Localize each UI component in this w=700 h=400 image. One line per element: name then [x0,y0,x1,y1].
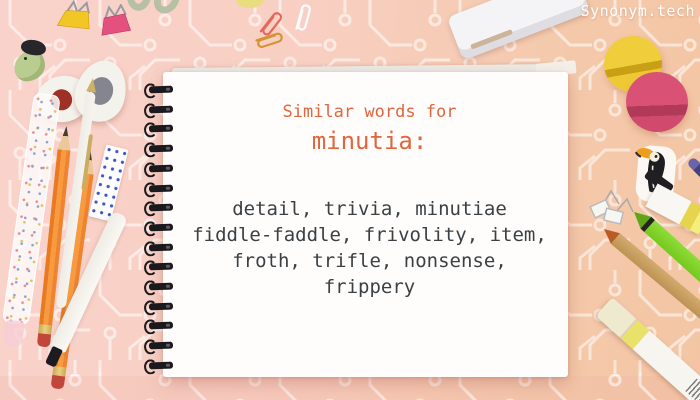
spiral-coil [149,223,173,231]
binder-clip-pink-icon [90,4,138,48]
spiral-coil [149,164,173,172]
headword: minutia: [311,127,428,155]
bird-figurine-icon [14,40,50,82]
highlighter-label [685,378,700,400]
heading-line1: Similar words for [282,102,457,122]
spiral-notebook-page [163,72,568,377]
pencil-tip [58,125,73,150]
spiral-coil [149,302,173,310]
pencil-eraser [37,333,51,347]
synonym-line: fiddle-faddle, frivolity, item, [192,224,547,246]
scissors-handle [149,0,185,18]
spiral-coil [149,86,173,94]
spiral-coil [149,184,173,192]
spiral-coil [149,361,173,369]
bottom-pattern-band [0,376,700,400]
spiral-coil [149,243,173,251]
notebook-content [163,72,568,377]
synonym-line: detail, trivia, minutiae [232,198,507,220]
synonym-line: froth, trifle, nonsense, [232,250,507,272]
spiral-coil [149,263,173,271]
spiral-coil [149,283,173,291]
synonym-list [179,196,560,300]
spiral-coil [149,125,173,133]
synonym-line: frippery [323,276,416,298]
spiral-coil [149,322,173,330]
spiral-coil [149,105,173,113]
bird-eye [24,57,27,60]
spiral-coil [149,204,173,212]
spiral-binding [147,86,177,376]
spiral-coil [149,342,173,350]
pencil-eraser [51,375,66,390]
brand-text: Synonym.tech [580,2,695,20]
spiral-coil [149,145,173,153]
